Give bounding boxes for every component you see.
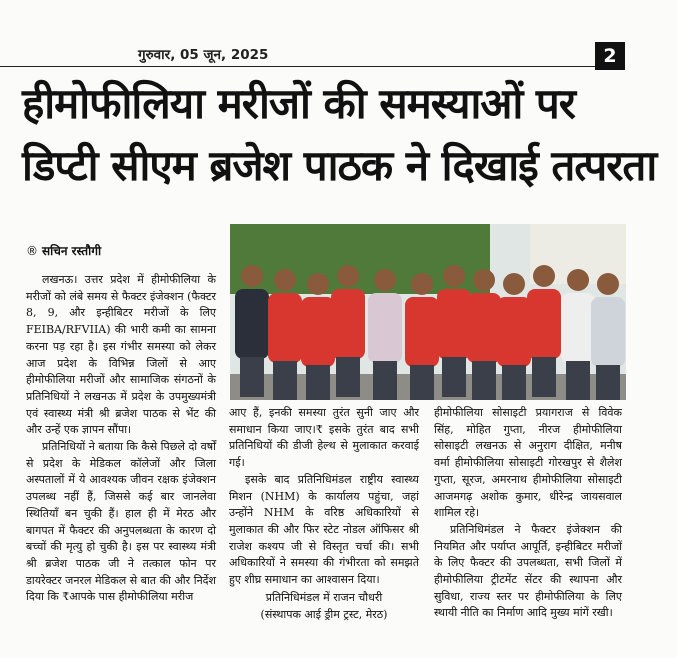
person-body <box>591 297 625 367</box>
person-head <box>533 265 555 287</box>
person-body <box>527 289 561 359</box>
article-paragraph: प्रतिनिधिमंडल ने फैक्टर इंजेक्शन की नियमित और पर्याप्त आपूर्ति, इन्हीबिटर मरीजों के लिए फैक्टर की उपलब्धता, सभी जिलों में हीमोफीलिया ट्रीटमेंट सेंटर की स्थापना और सुविधा, राज्य स्तर पर हीमोफीलिया के लिए स्थायी नीति का निर्माण आदि मुख्य मांगें रखी। <box>434 522 622 620</box>
person-head <box>274 269 296 291</box>
article-paragraph: हीमोफीलिया सोसाइटी प्रयागराज से विवेक सिंह, मोहित गुप्ता, नीरज हीमोफीलिया सोसाइटी लखनऊ से अनुराग दीक्षित, मनीष वर्मा हीमोफीलिया सोसाइटी गोरखपुर से शैलेश गुप्ता, सूरज, अमरनाथ हीमोफीलिया सोसाइटी आजमगढ़ अशोक कुमार, धीरेन्द्र जायसवाल शामिल रहे। <box>434 406 622 520</box>
person-legs <box>240 357 264 397</box>
delegation-leader-org: (संस्थापक आई ड्रीम ट्रस्ट, मेरठ) <box>260 608 388 622</box>
person-legs <box>306 365 330 400</box>
article-paragraph: प्रतिनिधियों ने बताया कि कैसे पिछले दो वर्षों से प्रदेश के मेडिकल कॉलेजों और जिला अस्पतालों में ये आवश्यक जीवन रक्षक इंजेक्शन उपलब्ध नहीं हैं, जिससे कई बार जानलेवा स्थितियाँ बन चुकी हैं। हाल ही में मेरठ और बागपत में फैक्टर की अनुपलब्धता के कारण दो बच्चों की मृत्यु हो चुकी है। इस पर स्वास्थ्य मंत्री श्री ब्रजेश पाठक जी ने तत्काल फोन पर डायरेक्टर जनरल मेडिकल से बात की और निर्देश दिया कि ₹आपके पास हीमोफीलिया मरीज <box>26 440 216 604</box>
person-body <box>405 297 439 367</box>
header-rule <box>0 66 600 67</box>
person-body <box>467 293 501 363</box>
person-head <box>307 273 329 295</box>
person-head <box>411 273 433 295</box>
issue-date: गुरुवार, 05 जून, 2025 <box>138 47 269 63</box>
page-header <box>0 42 677 66</box>
article-column-1 <box>26 272 216 606</box>
group-photo-illustration <box>230 224 626 400</box>
headline-line-2: डिप्टी सीएम ब्रजेश पाठक ने दिखाई तत्परता <box>22 141 657 190</box>
person-legs <box>410 365 434 400</box>
person-legs <box>566 361 590 400</box>
byline <box>26 242 101 259</box>
person-body <box>301 297 335 367</box>
article-paragraph: आए हैं, इनकी समस्या तुरंत सुनी जाए और समाधान किया जाए।₹ इसके तुरंत बाद सभी प्रतिनिधियों की डीजी हेल्थ से मुलाकात करवाई गई। <box>229 406 419 470</box>
person-body <box>561 293 595 363</box>
person-legs <box>472 361 496 400</box>
person-legs <box>502 365 526 400</box>
article-column-3 <box>434 405 622 622</box>
headline-line-1: हीमोफीलिया मरीजों की समस्याओं पर <box>22 79 575 128</box>
person-legs <box>442 357 466 397</box>
person-body <box>437 289 471 359</box>
article-paragraph: लखनऊ। उत्तर प्रदेश में हीमोफीलिया के मरीजों को लंबे समय से फैक्टर इंजेक्शन (फैक्टर 8, 9, और इन्हीबिटर मरीजों के लिए FEIBA/RFVIIA) की भारी कमी का सामना करना पड़ रहा है। इस गंभीर समस्या को लेकर आज प्रदेश के विभिन्न जिलों से आए हीमोफीलिया मरीजों और सामाजिक संगठनों के प्रतिनिधियों ने लखनऊ में प्रदेश के उपमुख्यमंत्री एवं स्वास्थ्य मंत्री श्री ब्रजेश पाठक से भेंट की और उन्हें एक ज्ञापन सौंपा। <box>26 273 216 437</box>
person-head <box>473 269 495 291</box>
person-head <box>503 273 525 295</box>
person-legs <box>336 357 360 397</box>
person-body <box>497 297 531 367</box>
delegation-leader: प्रतिनिधिमंडल में राजन चौधरी <box>265 590 383 604</box>
person-head <box>597 273 619 295</box>
person-head <box>567 269 589 291</box>
person-head <box>443 265 465 287</box>
person-body <box>368 293 402 363</box>
person-body <box>331 289 365 359</box>
article-column-2 <box>229 405 419 624</box>
article-paragraph: इसके बाद प्रतिनिधिमंडल राष्ट्रीय स्वास्थ्य मिशन (NHM) के कार्यालय पहुंचा, जहां उन्होंने NHM के वरिष्ठ अधिकारियों से मुलाकात की और फिर स्टेट नोडल ऑफिसर श्री राजेश कश्यप जी से विस्तृत चर्चा की। सभी अधिकारियों ने समस्या की गंभीरता को समझते हुए शीघ्र समाधान का आश्वासन दिया। <box>229 472 419 587</box>
person-head <box>374 269 396 291</box>
person-legs <box>596 365 620 400</box>
person-body <box>235 289 269 359</box>
person-head <box>241 265 263 287</box>
news-photo <box>230 224 626 400</box>
person-legs <box>532 357 556 397</box>
person-head <box>337 265 359 287</box>
byline-author: सचिन रस्तौगी <box>42 244 102 258</box>
person-body <box>268 293 302 363</box>
person-legs <box>373 361 397 400</box>
byline-symbol: ® <box>26 244 38 258</box>
person-legs <box>273 361 297 400</box>
page-number-badge: 2 <box>595 42 625 70</box>
